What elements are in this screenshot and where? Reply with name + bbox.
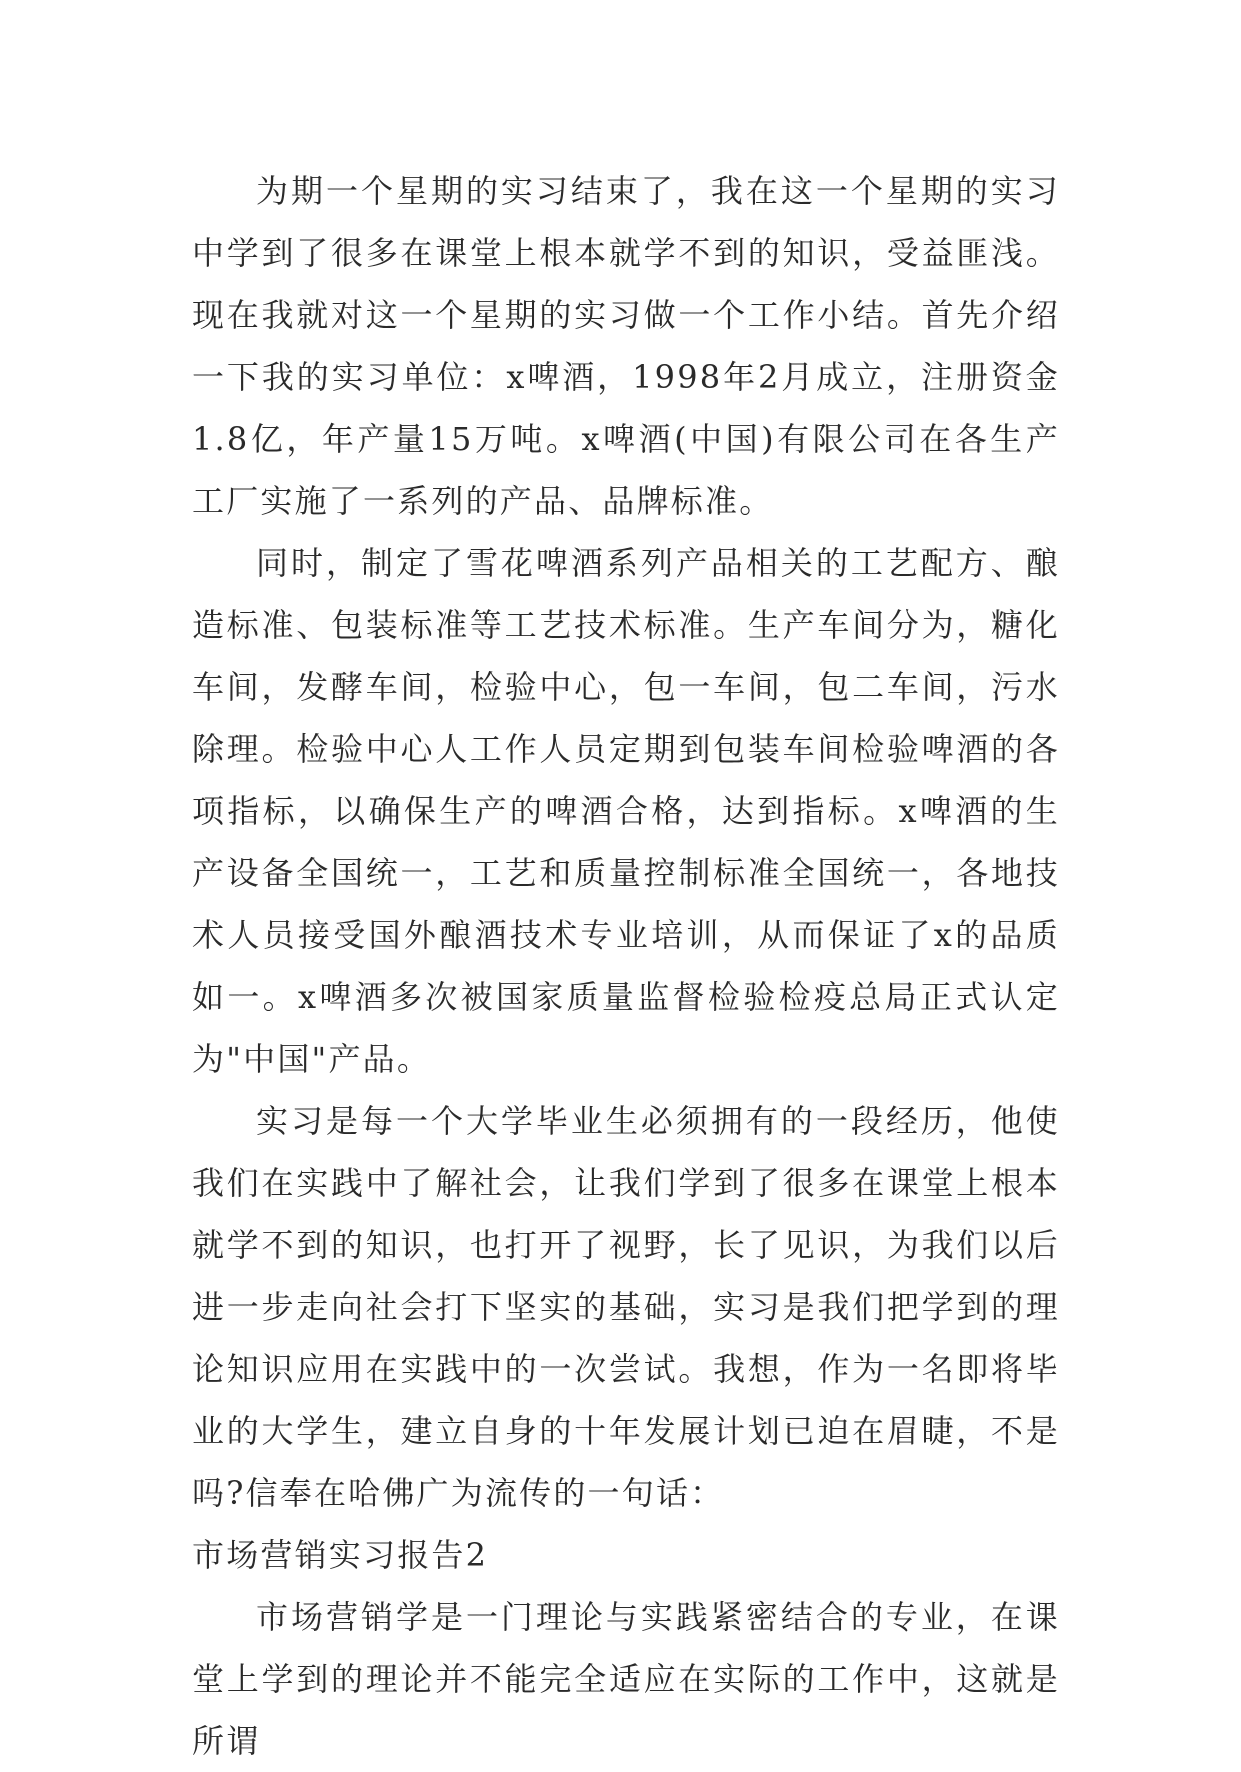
paragraph-production-standards: 同时，制定了雪花啤酒系列产品相关的工艺配方、酿造标准、包装标准等工艺技术标准。生产车间分为，糖化车间，发酵车间，检验中心，包一车间，包二车间，污水除理。检验中心人工作人员定期到包装车间检验啤酒的各项指标，以确保生产的啤酒合格，达到指标。x啤酒的生产设备全国统一，工艺和质量控制标准全国统一，各地技术人员接受国外酿酒技术专业培训，从而保证了x的品质如一。x啤酒多次被国家质量监督检验检疫总局正式认定为"中国"产品。 (192, 544, 1060, 1078)
document-body (192, 160, 1060, 1772)
paragraph-internship-reflection: 实习是每一个大学毕业生必须拥有的一段经历，他使我们在实践中了解社会，让我们学到了很多在课堂上根本就学不到的知识，也打开了视野，长了见识，为我们以后进一步走向社会打下坚实的基础，实习是我们把学到的理论知识应用在实践中的一次尝试。我想，作为一名即将毕业的大学生，建立自身的十年发展计划已迫在眉睫，不是吗?信奉在哈佛广为流传的一句话： (192, 1102, 1060, 1512)
section-heading: 市场营销实习报告2 (192, 1536, 489, 1574)
paragraph-marketing-intro: 市场营销学是一门理论与实践紧密结合的专业，在课堂上学到的理论并不能完全适应在实际的工作中，这就是所谓 (192, 1598, 1060, 1760)
paragraph-internship-summary: 为期一个星期的实习结束了，我在这一个星期的实习中学到了很多在课堂上根本就学不到的知识，受益匪浅。现在我就对这一个星期的实习做一个工作小结。首先介绍一下我的实习单位：x啤酒，1998年2月成立，注册资金1.8亿，年产量15万吨。x啤酒(中国)有限公司在各生产工厂实施了一系列的产品、品牌标准。 (192, 172, 1060, 520)
